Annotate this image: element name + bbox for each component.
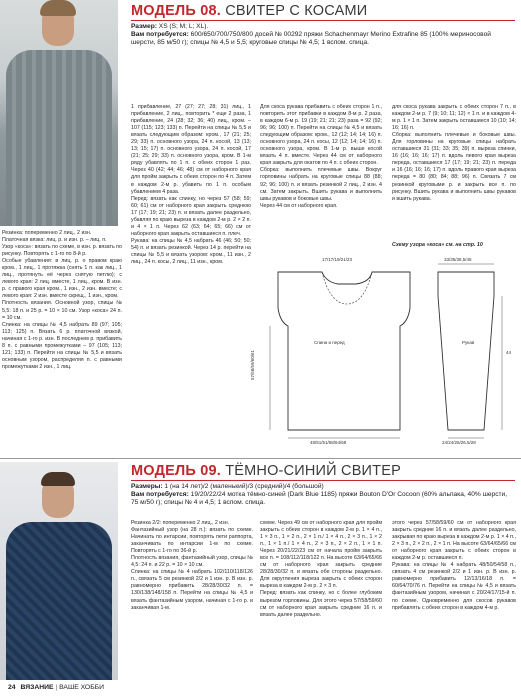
- materials-value: 600/650/700/750/800 досей № 00292 пряжи Schachenmayr Merino Extrafine 85 (100% мериносовой шерсти, 85 м/50 г); спицы № 4,5 и 5,5; круговые спицы № 4,5; 1 вспом. спица.: [131, 31, 491, 47]
- paragraph: Особые убавления: в лиц. р. о правом краю кром., 1 лиц., 1 протяжка (снять 1 п. как лиц., 1 лиц., протянуть её через снятую петлю); с левого края: 2 лиц. вместе, 1 лиц., кром. В изн. р. с правого края кром., 1 изн., 2 изн. вместе; с левого края: 2 изн. вместе скрещ., 1 изн., кром.: [2, 258, 122, 300]
- model-08-col-3: [260, 104, 382, 250]
- model-08-photo: [0, 0, 118, 226]
- model-08-schematic: [260, 252, 516, 452]
- section-divider: [0, 458, 521, 459]
- paragraph: Через 44 см от наборного края.: [260, 202, 338, 209]
- size-value: XS (S; M; L; XL).: [158, 23, 209, 30]
- paragraph: Платочная вязка: лиц. р. и изн. р. – лиц. п.: [2, 237, 107, 244]
- model-09-specs: [131, 483, 515, 508]
- page-number: 24: [8, 684, 16, 691]
- paragraph: Узор «коса»: вязать по схеме, в изн. р. вязать по рисунку. Повторять с 1-го по 8-й р.: [2, 244, 122, 258]
- model-09-col-2: [260, 520, 382, 680]
- neckline-front: [322, 272, 372, 304]
- paragraph: Рукава: на спицы № 4,5 набрать 46 (46; 50; 50; 54) п. и вязать резинкой. Через 14 р. перейти на спицы № 5,5 и вязать узором: кром., 11 изн., 2 лиц., 24 п. косы, 2 лиц., 11 изн., кром.: [131, 237, 251, 266]
- paragraph: этого через 57/58/59/60 см от наборного края закрыть средние 16 п. и вязать далее раздельно, закрывая по краю выреза в каждом 2-м р. 1 × 4 п., 2 × 3 п., 2 × 2 п., 2 × 1 п. На высоте 63/64/65/66 см от наборного края закрыть с обеих сторон в каждом 2-м р. оставшиеся п.: [392, 520, 516, 562]
- model-08-col-4: [392, 104, 516, 212]
- sleeve-top-measure: 33/35/38,5/45: [444, 257, 472, 262]
- paragraph: Перед: вязать как спинку, но через 57 (58; 59; 60; 61) см от наборного края закрыть среднюю 17 (17; 19; 21; 23) п. и вязать далее раздельно, убавляя по краю выреза в каждом 2-м р. 2 × 2 п. и 4 × 1 п. Через 62 (63; 64; 65; 66) см от наборного края закрыть оставшиеся п. плеч.: [131, 195, 251, 237]
- sleeve-bottom-measure: 24/24/25/26.5/28: [442, 440, 476, 445]
- model-09-title-rule: [131, 480, 515, 481]
- schema-note: Схему узора «коса» см. на стр. 10: [392, 242, 483, 248]
- model-08-hair: [40, 0, 76, 16]
- paragraph: Сборка: выполнить плечевые швы. Вокруг горловины набрать на круговые спицы 88 (88; 92; 96; 100) п. и вязать резинкой 2 лиц., 2 изн. 4 см. Затем закрыть. Вшить рукава и выполнить швы рукавов и боковые швы.: [260, 167, 382, 202]
- model-09-title: МОДЕЛЬ 09. ТЁМНО-СИНИЙ СВИТЕР: [131, 463, 401, 479]
- front-back-outline: [278, 272, 410, 430]
- model-09-col-1: [131, 520, 253, 680]
- model-08-specs: [131, 23, 515, 48]
- size-label: Размеры:: [131, 483, 163, 490]
- paragraph: 1 прибавление, 27 (27; 27; 28; 31) лиц., 1 прибавление, 2 лиц., повторить * еще 2 раза, 1 прибавление, 24 (28; 32; 36; 40) лиц., кром. – 107 (115; 123; 133) п. Перейти на спицы № 5,5 и вязать следующим образом: кром., 17 (21; 25; 29; 33) п. основного узора, 24 п. косой, 13 (13; 13; 15; 17) п. основного узора, 24 п. косой, 17 (21; 25; 29; 33) п. основного узора, кром. В 1-м ряду убавлять по 1 п. с обеих сторон 1 раз. Через 40 (42; 44; 46; 48) см от наборного края для пройм закрыть с обеих сторон по 4 п. Затем в каждом 2-м р. убавить по 1 п. особым убавлением 4 раза.: [131, 104, 251, 195]
- model-09-photo: [0, 462, 118, 680]
- model-08-col-2: [131, 104, 251, 452]
- paragraph: Рукава: на спицы № 4 набрать 48/50/54/58 п., связать 4 см резинкой 2/2 и 1 изн. р. В изн. р. равномерно прибавить 12/13/16/18 п. = 60/64/70/76 п. Перейти на спицы № 4,5 и вязать фантазийным узором, начиная с 20/24/17/15-й п. по схеме. Одновременно для скосов рукавов прибавлять с обеих сторон в каждом 4-м р.: [392, 562, 516, 611]
- model-08-title: МОДЕЛЬ 08. СВИТЕР С КОСАМИ: [131, 3, 368, 19]
- front-height-measure: 57/58/59/60/61: [250, 349, 255, 380]
- front-bottom-measure: 48/51/51/58/64/68: [310, 440, 347, 445]
- paragraph: Перед: вязать как спинку, но с более глубоким вырезом горловины. Для этого через 57/58/59/60 см от наборного края закрыть средние 16 п. и вязать далее раздельно.: [260, 590, 382, 618]
- paragraph: Фантазийный узор (на 28 п.): вязать по схеме. Начинать по интарсии, повторять пети раппорта, заканчивать по интарсии 1-м по схеме. Повторять с 1-го по 36-й р.: [131, 527, 253, 555]
- armhole-measure: 17/17/19/21/23: [322, 257, 353, 262]
- paragraph: Плотность вязания, фантазийный узор, спицы № 4,5: 24 п. и 22 р. = 10 × 10 см.: [131, 555, 253, 569]
- model-08-title-rule: [131, 20, 515, 21]
- paragraph: схеме. Через 49 см от наборного края для пройм закрыть с обеих сторон в каждом 2-м р. 1 × 4 п., 1 × 3 п., 1 × 2 п., 2 × 1 п./ 1 × 4 п., 2 × 3 п., 1 × 2 п., 1 × 1 п./ 1 × 4 п., 2 × 3 п., 2 × 2 п., 1 × 1 п. Через 20/21/22/23 см от начала пройм закрыть все п. = 108/112/118/122 п. На высоте 63/64/65/66 см от наборного края закрыть средние 28/28/30/32 п. и вязать обе стороны раздельно. Для округления выреза закрыть с обеих сторон выреза в каждом 2-м р. 2 × 3 п.: [260, 520, 382, 590]
- materials-value: 19/20/22/24 мотка тёмно-синей (Dark Blue 1185) пряжи Bouton D'Or Cocoon (60% альпака, 40% шерсти, 75 м/50 г); спицы № 4 и 4,5; 1 вспом. спица.: [131, 491, 508, 507]
- model-09-sweater: [6, 522, 112, 680]
- materials-label: Вам потребуется:: [131, 31, 189, 39]
- paragraph: Плотность вязания. Основной узор, спицы № 5,5: 18 п. и 25 р. = 10 × 10 см. Узор «коса» 24 п. = 10 см.: [2, 300, 122, 321]
- size-value: 1 (на 14 лет)/2 (маленький)/3 (средний)/4 (большой): [164, 483, 324, 490]
- paragraph: Резинка: попеременно 2 лиц., 2 изн.: [2, 230, 92, 236]
- front-back-label: Спина и перед: [314, 340, 345, 345]
- sleeve-outline: [438, 272, 494, 430]
- paragraph: Для скоса рукава прибавить с обеих сторон 1 п., повторить этот прибавки в каждом 8-м р. 2 раза, в каждом 6-м р. 19 (19; 21; 21; 23) раза = 92 (92; 96; 96; 100) п. Перейти на спицы № 4,5 и вязать следующим образом: кром., 12 (12; 14; 14; 16) п. основного узора, 24 п. косы, 12 (12; 14; 14; 16) п. основного узора, кром. В 1-м р. выше косой вязать 4 п. вместе. Через 44 см от наборного края закрыть для окатов по 4 п. с обеих сторон.: [260, 104, 382, 167]
- magazine-tagline: ВАШЕ ХОББИ: [59, 684, 105, 691]
- paragraph: Спинка: на спицы № 4 набрать 102/110/118/126 п., связать 5 см резинкой 2/2 и 1 изн. р. В изн. р. равномерно прибавить 28/28/30/32 п. = 130/138/148/158 п. Перейти на спицы № 4,5 и вязать фантазийным узором, начиная с 1-го р. и заканчивая 1-м.: [131, 569, 253, 611]
- model-08-col-1: [2, 230, 122, 371]
- sleeve-label: Рукав: [462, 340, 475, 345]
- model-09-col-3: [392, 520, 516, 680]
- paragraph: для скоса рукава закрыть с обеих сторон 7 п., в каждом 2-м р. 7 (9; 10; 11; 12) × 1 п. и в каждом 4-м р. 1 × 1 п. Затем закрыть оставшиеся 10 (10; 14; 16; 16) п.: [392, 104, 516, 132]
- page-footer: 24 ВЯЗАНИЕ | ВАШЕ ХОББИ: [8, 684, 105, 691]
- paragraph: Спинка: на спицы № 4,5 набрать 89 (97; 105; 113; 125) п. Вязать 6 р. платочной вязкой, начиная с 1-го р. изн. В последнем р. прибавить 8 п. с равными промежутками – 97 (105; 113; 121; 133) п. Перейти на спицы № 5,5 и вязать основным узором, распределяя п. с равными промежутками 2 изн., 1 лиц.: [2, 321, 122, 370]
- model-08-sweater: [6, 50, 112, 226]
- magazine-name: ВЯЗАНИЕ: [20, 684, 54, 691]
- paragraph: Сборка: выполнить плечевые и боковые швы. Для горловины на круговые спицы набрать оставшиеся 31 (31; 33; 35; 39) п. выреза спинки, 16 (16; 16; 16; 17) п. вдоль левого края выреза переда, оставшиеся 17 (17; 19; 21; 23) п. переда и 16 (16; 16; 16; 17) п. вдоль правого края выреза переда = 80 (80; 84; 88; 96) п. Связать 7 см резинкой круговыми р. и закрыть все п. по рисунку. Вшить рукава и выполнить швы рукавов и вшить рукава.: [392, 132, 516, 202]
- sleeve-height-measure: 44: [506, 350, 512, 355]
- materials-label: Вам потребуется:: [131, 491, 189, 499]
- model-09-hair: [41, 472, 75, 486]
- size-label: Размер:: [131, 23, 157, 30]
- paragraph: Резинка 2/2: попеременно 2 лиц., 2 изн.: [131, 520, 230, 526]
